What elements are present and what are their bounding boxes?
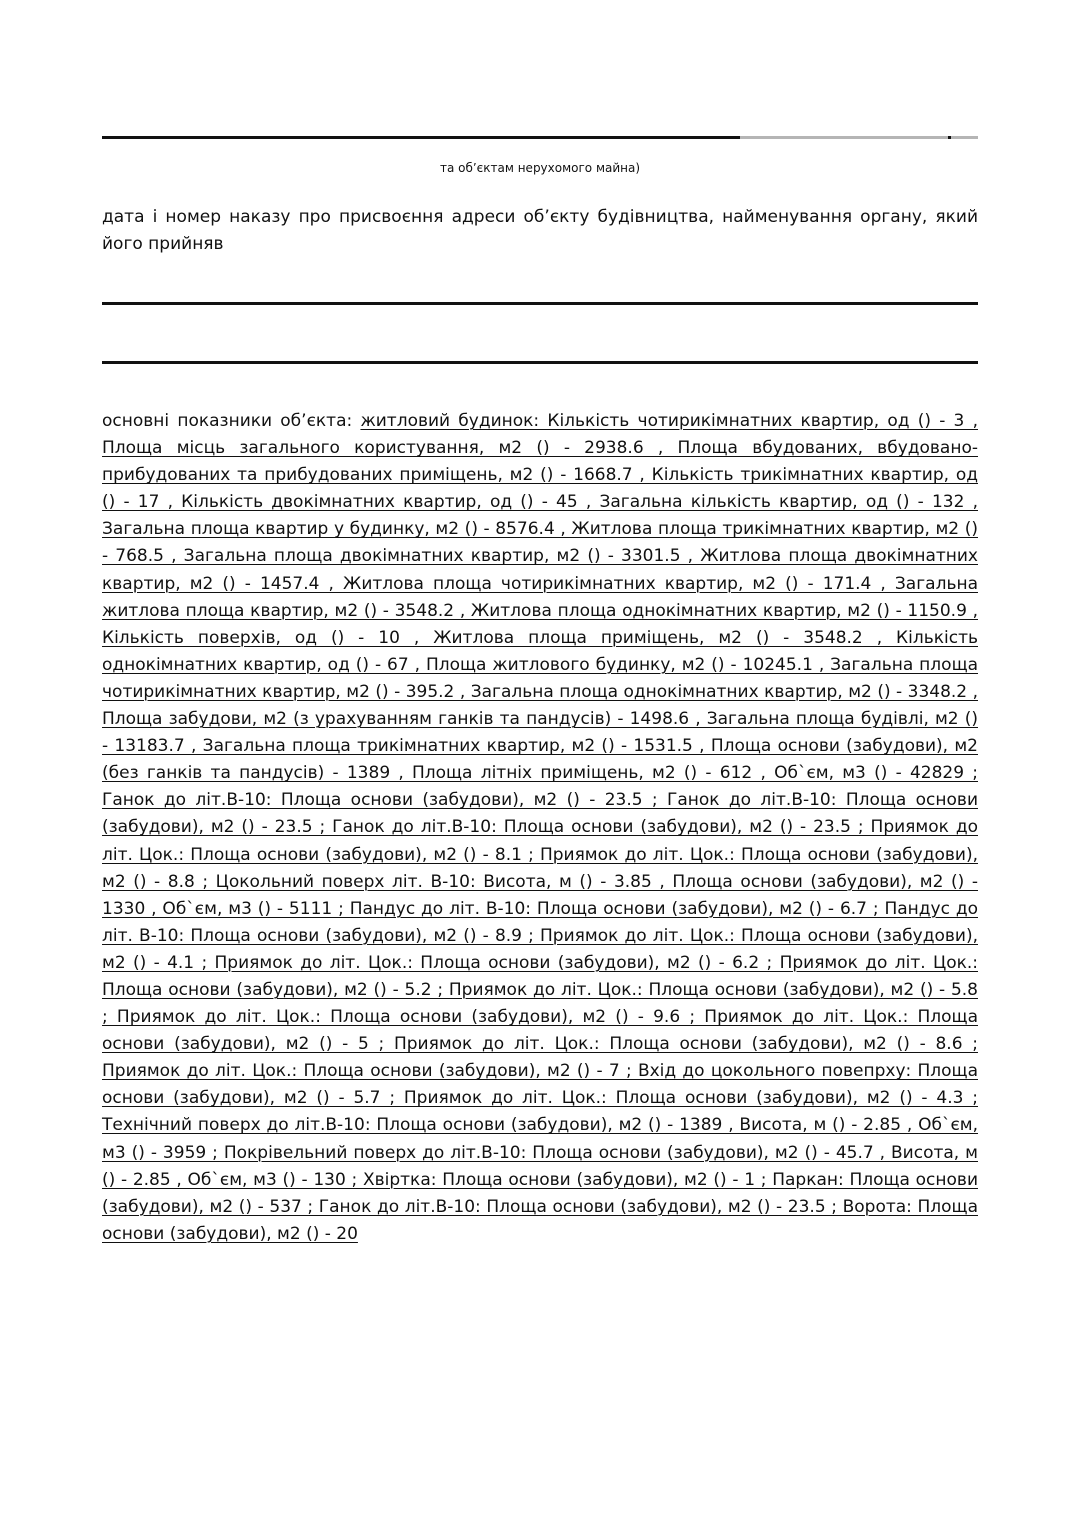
object-indicators-paragraph bbox=[102, 408, 978, 1248]
top-fill-line-dot bbox=[948, 136, 951, 139]
blank-fill-line-1 bbox=[102, 302, 978, 305]
top-fill-line bbox=[102, 136, 978, 139]
object-indicators-value: житловий будинок: Кількість чотирикімнатних квартир, од () - 3 , Площа місць загального користування, м2 () - 2938.6 , Площа вбудованих, вбудовано-прибудованих та прибудованих приміщень, м2 () - 1668.7 , Кількість трикімнатних квартир, од () - 17 , Кількість двокімнатних квартир, од () - 45 , Загальна кількість квартир, од () - 132 , Загальна площа квартир у будинку, м2 () - 8576.4 , Житлова площа трикімнатних квартир, м2 () - 768.5 , Загальна площа двокімнатних квартир, м2 () - 3301.5 , Житлова площа двокімнатних квартир, м2 () - 1457.4 , Житлова площа чотирикімнатних квартир, м2 () - 171.4 , Загальна житлова площа квартир, м2 () - 3548.2 , Житлова площа однокімнатних квартир, м2 () - 1150.9 , Кількість поверхів, од () - 10 , Житлова площа приміщень, м2 () - 3548.2 , Кількість однокімнатних квартир, од () - 67 , Площа житлового будинку, м2 () - 10245.1 , Загальна площа чотирикімнатних квартир, м2 () - 395.2 , Загальна площа однокімнатних квартир, м2 () - 3348.2 , Площа забудови, м2 (з урахуванням ганків та пандусів) - 1498.6 , Загальна площа будівлі, м2 () - 13183.7 , Загальна площа трикімнатних квартир, м2 () - 1531.5 , Площа основи (забудови), м2 (без ганків та пандусів) - 1389 , Площа літніх приміщень, м2 () - 612 , Об`єм, м3 () - 42829 ; Ганок до літ.В-10: Площа основи (забудови), м2 () - 23.5 ; Ганок до літ.В-10: Площа основи (забудови), м2 () - 23.5 ; Ганок до літ.В-10: Площа основи (забудови), м2 () - 23.5 ; Приямок до літ. Цок.: Площа основи (забудови), м2 () - 8.1 ; Приямок до літ. Цок.: Площа основи (забудови), м2 () - 8.8 ; Цокольний поверх літ. В-10: Висота, м () - 3.85 , Площа основи (забудови), м2 () - 1330 , Об`єм, м3 () - 5111 ; Пандус до літ. В-10: Площа основи (забудови), м2 () - 6.7 ; Пандус до літ. В-10: Площа основи (забудови), м2 () - 8.9 ; Приямок до літ. Цок.: Площа основи (забудови), м2 () - 4.1 ; Приямок до літ. Цок.: Площа основи (забудови), м2 () - 6.2 ; Приямок до літ. Цок.: Площа основи (забудови), м2 () - 5.2 ; Приямок до літ. Цок.: Площа основи (забудови), м2 () - 5.8 ; Приямок до літ. Цок.: Площа основи (забудови), м2 () - 9.6 ; Приямок до літ. Цок.: Площа основи (забудови), м2 () - 5 ; Приямок до літ. Цок.: Площа основи (забудови), м2 () - 8.6 ; Приямок до літ. Цок.: Площа основи (забудови), м2 () - 7 ; Вхід до цокольного повепрху: Площа основи (забудови), м2 () - 5.7 ; Приямок до літ. Цок.: Площа основи (забудови), м2 () - 4.3 ; Технічний поверх до літ.В-10: Площа основи (забудови), м2 () - 1389 , Висота, м () - 2.85 , Об`єм, м3 () - 3959 ; Покрівельний поверх до літ.В-10: Площа основи (забудови), м2 () - 45.7 , Висота, м () - 2.85 , Об`єм, м3 () - 130 ; Хвіртка: Площа основи (забудови), м2 () - 1 ; Паркан: Площа основи (забудови), м2 () - 537 ; Ганок до літ.В-10: Площа основи (забудови), м2 () - 23.5 ; Ворота: Площа основи (забудови), м2 () - 20 bbox=[102, 411, 978, 1244]
field-caption: та об’єктам нерухомого майна) bbox=[439, 161, 641, 175]
object-indicators-label: основні показники об’єкта: bbox=[102, 411, 361, 431]
blank-fill-line-2 bbox=[102, 361, 978, 364]
order-field-label: дата і номер наказу про присвоєння адреси об’єкту будівництва, найменування органу, який його прийняв bbox=[102, 207, 978, 254]
top-fill-line-dark-segment bbox=[102, 136, 740, 139]
top-fill-line-light-segment bbox=[740, 136, 978, 139]
